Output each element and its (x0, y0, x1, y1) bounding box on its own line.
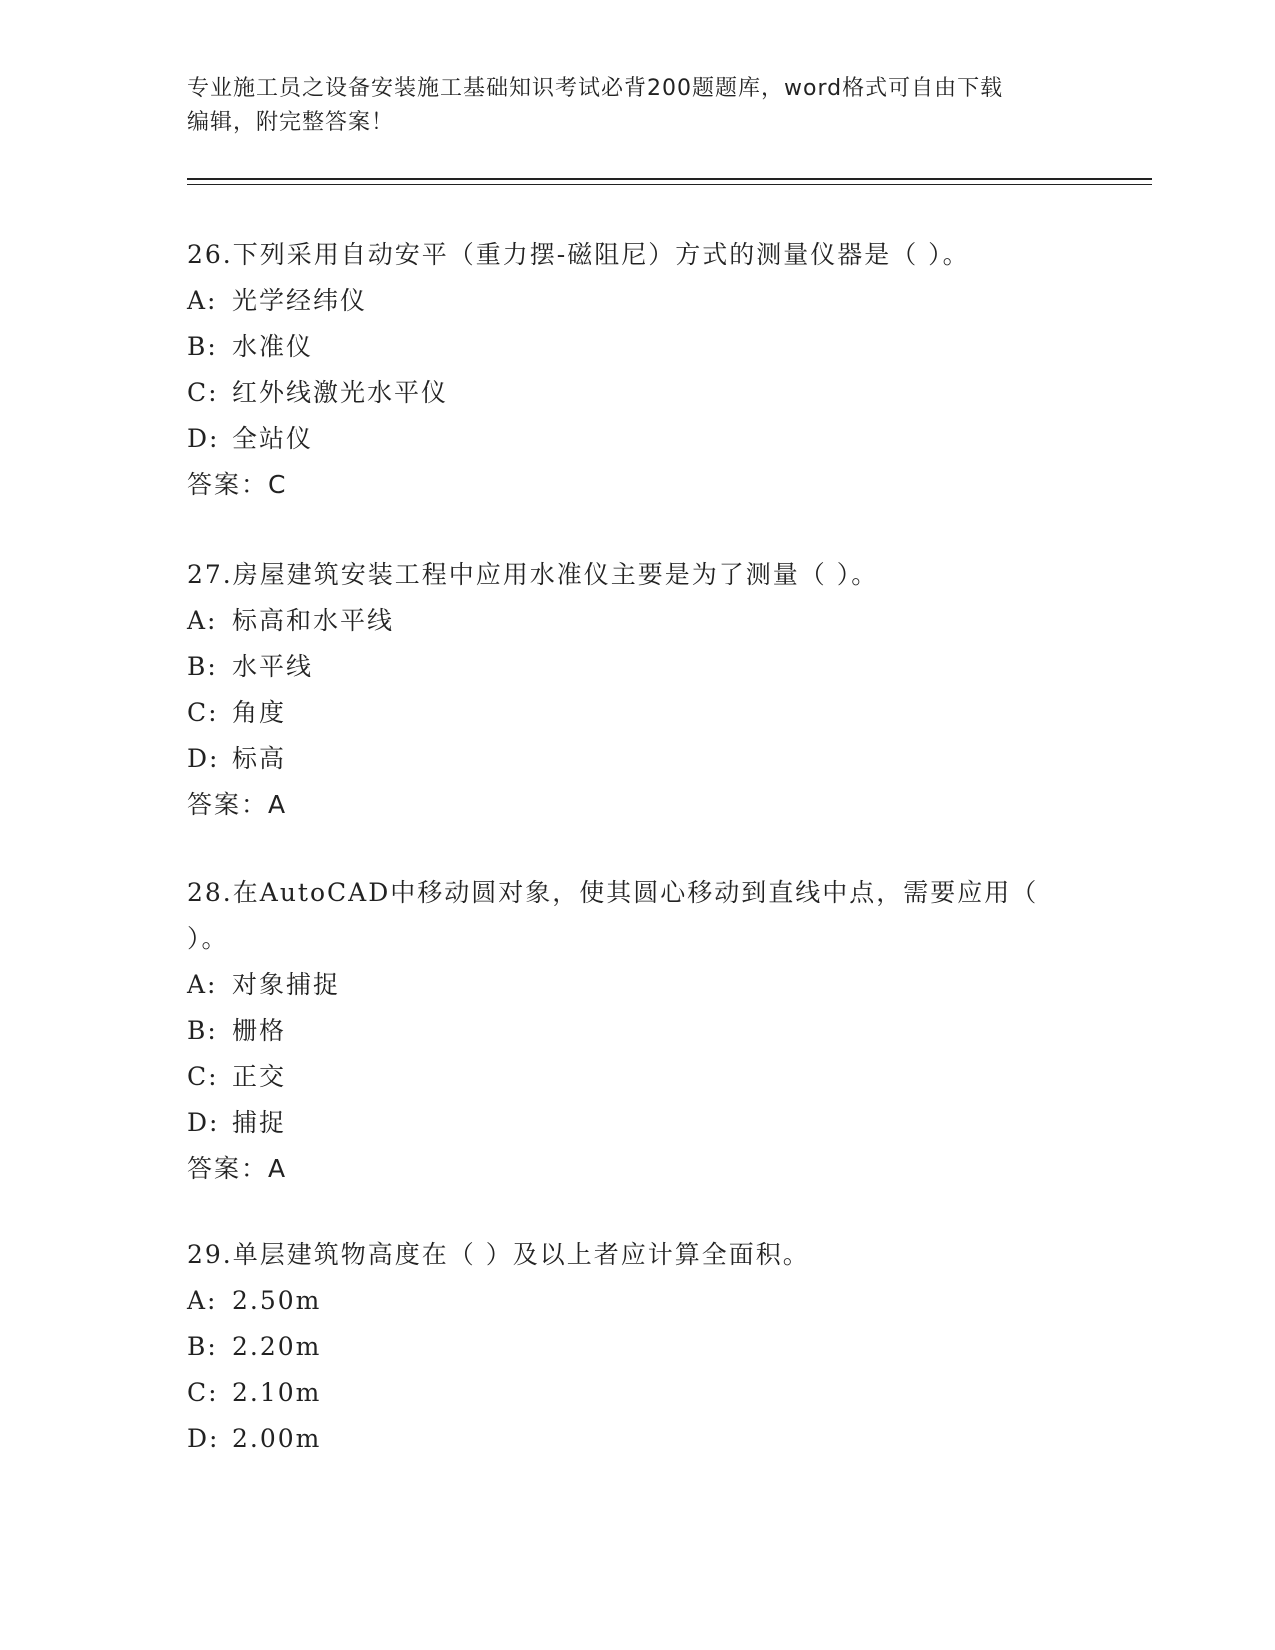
option-text: 对象捕捉 (232, 970, 341, 999)
option-b (187, 1008, 1067, 1054)
option-a (187, 962, 1067, 1008)
document-header (187, 72, 1077, 140)
question-29 (187, 1232, 1087, 1462)
option-letter: C: (187, 698, 219, 727)
option-letter: C: (187, 1062, 219, 1091)
question-title: 29.单层建筑物高度在（ ）及以上者应计算全面积。 (187, 1240, 810, 1269)
question-title: 28.在AutoCAD中移动圆对象，使其圆心移动到直线中点，需要应用（ ）。 (187, 878, 1039, 953)
answer-label: 答案：A (187, 790, 288, 819)
option-c (187, 690, 1087, 736)
option-text: 栅格 (232, 1016, 287, 1045)
header-divider-thin (187, 184, 1152, 185)
option-text: 正交 (232, 1062, 287, 1091)
header-divider-thick (187, 178, 1152, 180)
option-c (187, 1370, 1087, 1416)
option-text: 2.20m (232, 1332, 322, 1361)
option-text: 标高 (232, 744, 287, 773)
option-b (187, 1324, 1087, 1370)
question-title: 26.下列采用自动安平（重力摆-磁阻尼）方式的测量仪器是（ ）。 (187, 240, 970, 269)
option-text: 2.00m (232, 1424, 322, 1453)
option-letter: B: (187, 652, 218, 681)
option-d (187, 416, 1087, 462)
header-line-2: 编辑，附完整答案！ (187, 110, 395, 135)
option-letter: C: (187, 1378, 219, 1407)
option-b (187, 324, 1087, 370)
question-27 (187, 552, 1087, 828)
option-b (187, 644, 1087, 690)
option-letter: B: (187, 332, 218, 361)
option-text: 水准仪 (232, 332, 314, 361)
question-title: 27.房屋建筑安装工程中应用水准仪主要是为了测量（ ）。 (187, 560, 879, 589)
question-28 (187, 870, 1067, 1192)
option-a (187, 1278, 1087, 1324)
option-text: 光学经纬仪 (232, 286, 368, 315)
option-text: 捕捉 (232, 1108, 287, 1137)
option-letter: B: (187, 1332, 218, 1361)
option-letter: A: (187, 606, 218, 635)
option-letter: B: (187, 1016, 218, 1045)
option-d (187, 1416, 1087, 1462)
option-d (187, 1100, 1067, 1146)
option-text: 2.10m (232, 1378, 322, 1407)
header-line-1: 专业施工员之设备安装施工基础知识考试必背200题题库，word格式可自由下载 (187, 76, 1004, 101)
option-letter: D: (187, 1108, 220, 1137)
option-c (187, 1054, 1067, 1100)
option-text: 红外线激光水平仪 (232, 378, 449, 407)
answer-label: 答案：C (187, 470, 288, 499)
option-letter: C: (187, 378, 219, 407)
option-text: 水平线 (232, 652, 314, 681)
option-d (187, 736, 1087, 782)
option-c (187, 370, 1087, 416)
option-text: 标高和水平线 (232, 606, 395, 635)
option-letter: D: (187, 744, 220, 773)
option-text: 全站仪 (232, 424, 314, 453)
option-letter: D: (187, 424, 220, 453)
option-letter: A: (187, 286, 218, 315)
option-text: 角度 (232, 698, 287, 727)
question-26 (187, 232, 1087, 508)
option-text: 2.50m (232, 1286, 322, 1315)
answer-label: 答案：A (187, 1154, 288, 1183)
option-letter: A: (187, 970, 218, 999)
option-a (187, 278, 1087, 324)
option-letter: A: (187, 1286, 218, 1315)
option-a (187, 598, 1087, 644)
option-letter: D: (187, 1424, 220, 1453)
